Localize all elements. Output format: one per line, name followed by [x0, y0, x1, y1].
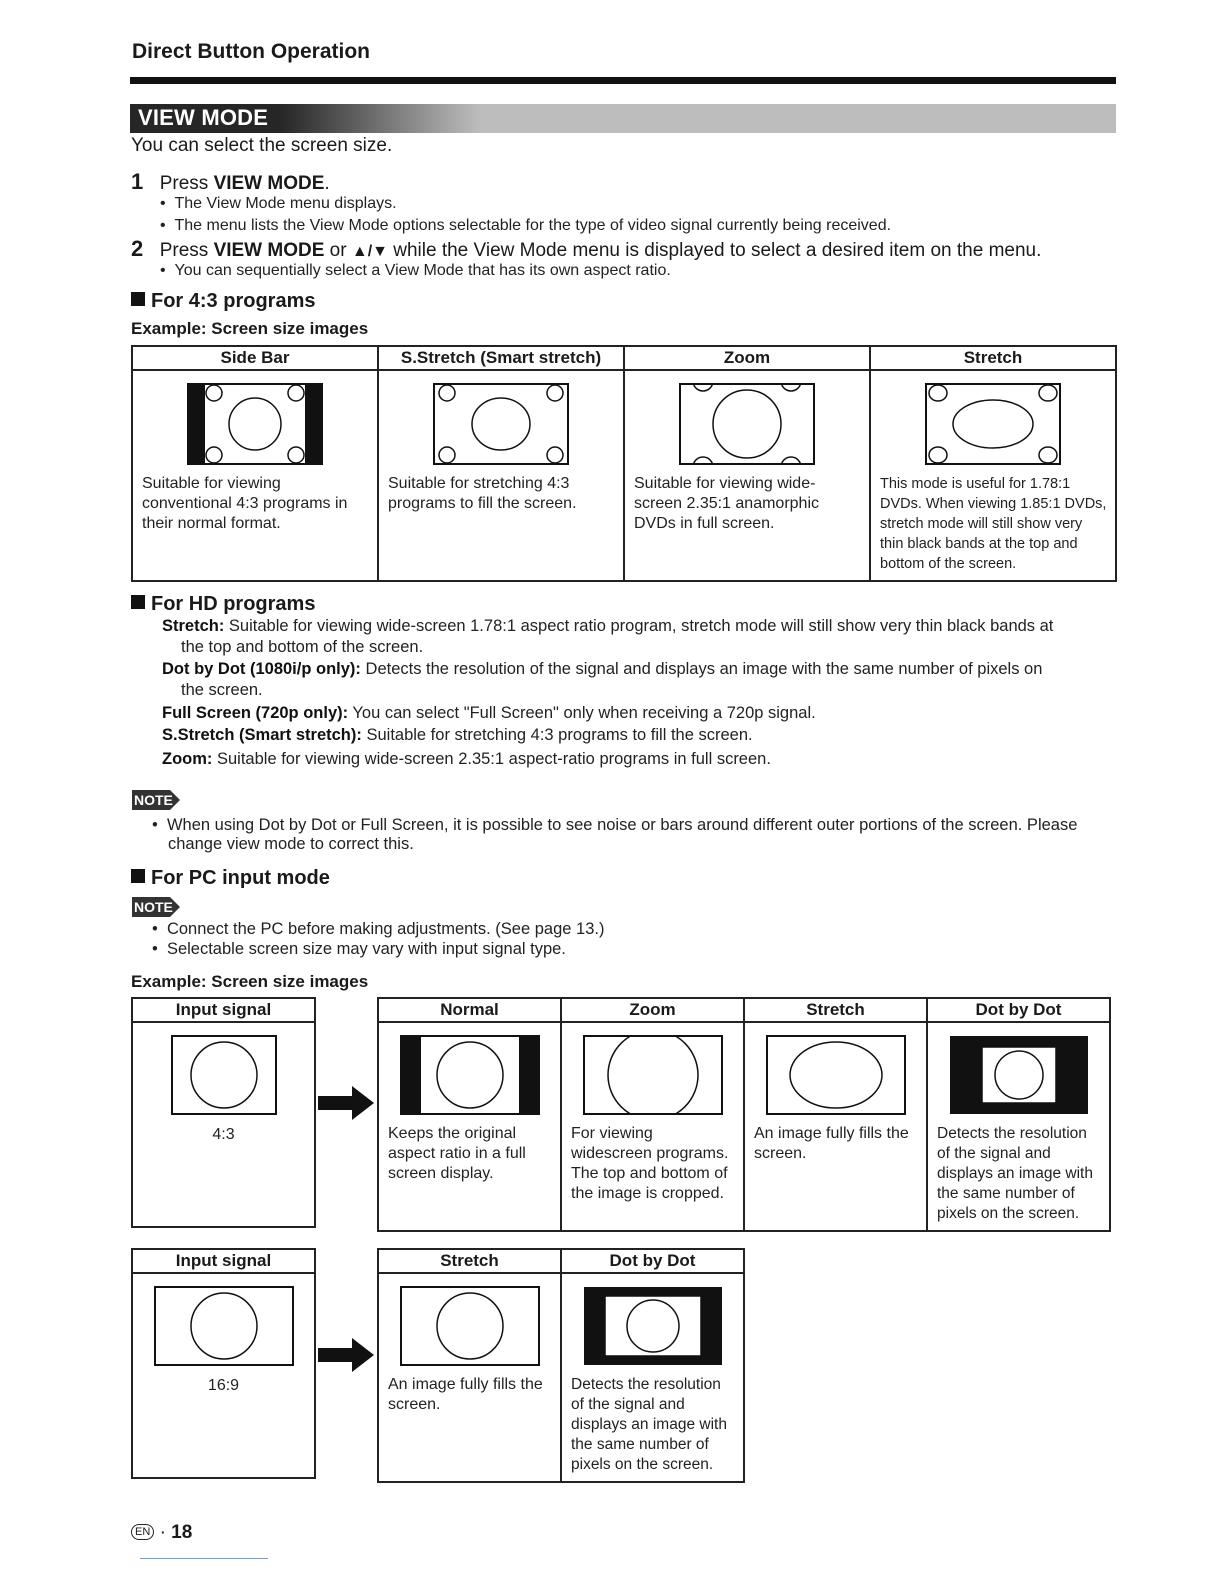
note-label: NOTE — [134, 792, 173, 808]
step-number: 2 — [131, 236, 144, 261]
mode-title: Stretch — [870, 346, 1116, 370]
sd-example-label: Example: Screen size images — [131, 319, 369, 338]
mode-cell — [870, 370, 1116, 581]
step-1-bullet: • The menu lists the View Mode options selectable for the type of video signal currently being received. — [160, 217, 892, 234]
mode-description: Detects the resolution of the signal and displays an image with the same number of pixels on the screen. — [571, 1376, 727, 1473]
mode-description: An image fully fills the screen. — [388, 1376, 543, 1413]
step-1-bullet: • The View Mode menu displays. — [160, 195, 397, 212]
hd-item: Zoom: Suitable for viewing wide-screen 2.35:1 aspect-ratio programs in full screen. — [162, 750, 771, 768]
step-2: 2 Press VIEW MODE or ▲/▼ while the View Mode menu is displayed to select a desired item on the menu. — [131, 236, 1042, 261]
hd-item: Stretch: Suitable for viewing wide-screen 1.78:1 aspect ratio program, stretch mode will still show very thin black bands at — [162, 617, 1054, 635]
mode-cell — [378, 370, 624, 581]
pc-input-table — [131, 997, 316, 1228]
note-badge-icon — [130, 788, 182, 817]
zoom-screen-icon — [679, 383, 815, 465]
mode-cell — [378, 1022, 561, 1231]
mode-cell — [561, 1022, 744, 1231]
pc-note: • Selectable screen size may vary with input signal type. — [152, 940, 566, 958]
view-mode-heading: VIEW MODE — [138, 105, 269, 130]
mode-title: Stretch — [378, 1249, 561, 1273]
input-ratio: 16:9 — [207, 1377, 240, 1394]
mode-title: Side Bar — [132, 346, 378, 370]
side-bar-screen-icon — [187, 383, 323, 465]
stretch-screen-icon — [925, 383, 1061, 465]
hd-item-continuation: the screen. — [181, 681, 263, 699]
mode-cell — [744, 1022, 927, 1231]
mode-cell — [132, 370, 378, 581]
mode-title: S.Stretch (Smart stretch) — [378, 346, 624, 370]
language-badge-icon: EN — [131, 1524, 154, 1540]
mode-title: Dot by Dot — [561, 1249, 744, 1273]
mode-title: Normal — [378, 998, 561, 1022]
mode-title: Zoom — [561, 998, 744, 1022]
hd-item: Full Screen (720p only): You can select "Full Screen" only when receiving a 720p signal. — [162, 704, 816, 722]
pc-zoom-screen-icon — [583, 1035, 723, 1115]
normal-screen-icon — [400, 1035, 540, 1115]
input-4-3-screen-icon — [171, 1035, 277, 1115]
input-signal-title: Input signal — [132, 998, 315, 1022]
mode-title: Dot by Dot — [927, 998, 1110, 1022]
view-mode-button-ref: VIEW MODE — [213, 173, 325, 194]
mode-description: An image fully fills the screen. — [754, 1125, 909, 1162]
hd-note-continuation: change view mode to correct this. — [168, 835, 414, 853]
mode-cell — [624, 370, 870, 581]
footer-rule — [140, 1558, 268, 1559]
intro-text: You can select the screen size. — [131, 135, 393, 156]
pc-input-table — [131, 1248, 316, 1479]
mode-cell — [378, 1273, 561, 1482]
hd-item: Dot by Dot (1080i/p only): Detects the resolution of the signal and displays an image with the same number of pixels on — [162, 660, 1043, 678]
dot-by-dot-screen-icon — [583, 1286, 723, 1366]
arrow-right-icon — [316, 1084, 376, 1122]
mode-description: Detects the resolution of the signal and displays an image with the same number of pixels on the screen. — [937, 1125, 1093, 1222]
hd-section-heading: For HD programs — [131, 593, 315, 616]
hd-note: • When using Dot by Dot or Full Screen, it is possible to see noise or bars around different outer portions of the screen. Please — [152, 816, 1078, 834]
mode-title: Zoom — [624, 346, 870, 370]
mode-description: Suitable for viewing wide-screen 2.35:1 anamorphic DVDs in full screen. — [634, 475, 819, 532]
pc-example-label: Example: Screen size images — [131, 972, 369, 991]
step-1: 1 Press VIEW MODE. — [131, 169, 330, 194]
smart-stretch-screen-icon — [433, 383, 569, 465]
view-mode-heading-bar — [130, 104, 1116, 133]
mode-description: Suitable for stretching 4:3 programs to fill the screen. — [388, 475, 577, 512]
dot-by-dot-screen-icon — [949, 1035, 1089, 1115]
input-ratio: 4:3 — [212, 1126, 235, 1143]
mode-description: Keeps the original aspect ratio in a full screen display. — [388, 1125, 526, 1182]
section-title: Direct Button Operation — [132, 40, 371, 63]
pc-modes-table — [377, 1248, 745, 1483]
title-rule — [130, 77, 1116, 84]
hd-item: S.Stretch (Smart stretch): Suitable for stretching 4:3 programs to fill the screen. — [162, 726, 753, 744]
pc-note: • Connect the PC before making adjustments. (See page 13.) — [152, 920, 605, 938]
view-mode-button-ref: VIEW MODE — [213, 240, 325, 261]
pc-modes-table — [377, 997, 1111, 1232]
input-signal-title: Input signal — [132, 1249, 315, 1273]
hd-item-continuation: the top and bottom of the screen. — [181, 638, 424, 656]
input-cell — [132, 1022, 315, 1227]
mode-description: Suitable for viewing conventional 4:3 programs in their normal format. — [142, 475, 348, 532]
input-16-9-screen-icon — [154, 1286, 294, 1366]
page-footer: EN · 18 — [131, 1522, 192, 1544]
mode-cell — [927, 1022, 1110, 1231]
sd-modes-table — [131, 345, 1117, 582]
note-label: NOTE — [134, 899, 173, 915]
mode-title: Stretch — [744, 998, 927, 1022]
pc-section-heading: For PC input mode — [131, 867, 330, 890]
step-2-bullet: • You can sequentially select a View Mode that has its own aspect ratio. — [160, 262, 671, 279]
step-number: 1 — [131, 169, 144, 194]
pc-stretch-screen-icon — [400, 1286, 540, 1366]
up-down-arrows-icon: ▲/▼ — [351, 243, 388, 260]
page-number: 18 — [171, 1522, 193, 1543]
sd-section-heading: For 4:3 programs — [131, 290, 315, 313]
mode-cell — [561, 1273, 744, 1482]
input-cell — [132, 1273, 315, 1478]
mode-description: For viewing widescreen programs. The top and bottom of the image is cropped. — [571, 1125, 729, 1202]
pc-stretch-screen-icon — [766, 1035, 906, 1115]
mode-description: This mode is useful for 1.78:1 DVDs. When viewing 1.85:1 DVDs, stretch mode will still show very thin black bands at the top and bottom of the screen. — [880, 476, 1107, 572]
arrow-right-icon — [316, 1336, 376, 1374]
